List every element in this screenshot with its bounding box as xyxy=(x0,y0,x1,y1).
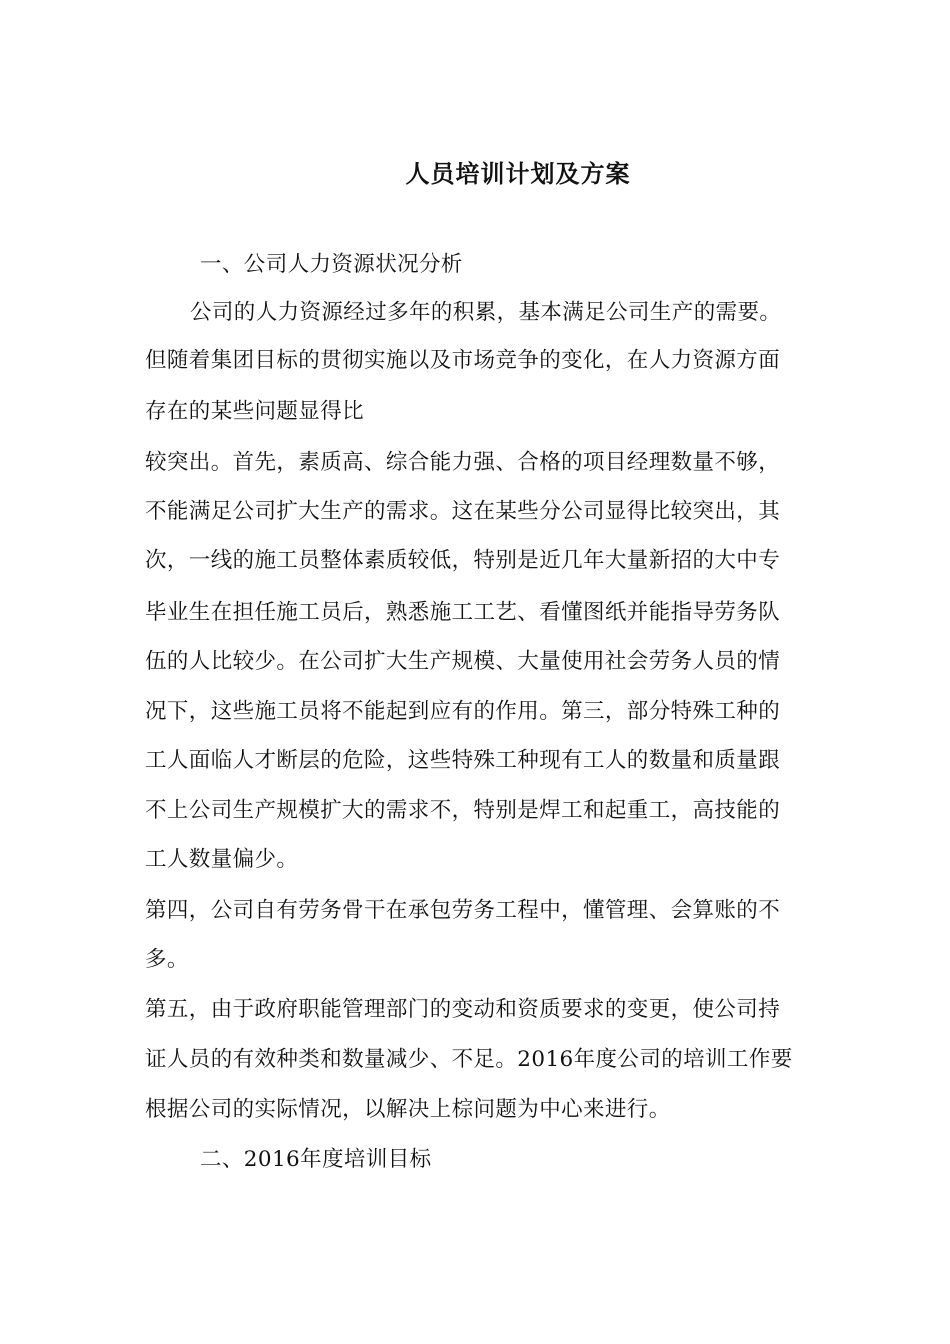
paragraph-line: 根据公司的实际情况，以解决上棕问题为中心来进行。 xyxy=(145,1097,671,1122)
paragraph-line: 公司的人力资源经过多年的积累，基本满足公司生产的需要。 xyxy=(190,300,782,325)
paragraph-line: 多。 xyxy=(145,947,189,972)
paragraph-line: 伍的人比较少。在公司扩大生产规模、大量使用社会劳务人员的情 xyxy=(145,649,781,674)
paragraph-line: 不上公司生产规模扩大的需求不，特别是焊工和起重工，高技能的 xyxy=(145,798,781,823)
paragraph-line: 但随着集团目标的贯彻实施以及市场竞争的变化，在人力资源方面 xyxy=(145,348,781,373)
paragraph-line: 况下，这些施工员将不能起到应有的作用。第三，部分特殊工种的 xyxy=(145,699,781,724)
paragraph-line: 工人数量偏少。 xyxy=(145,847,299,872)
paragraph-line: 较突出。首先，素质高、综合能力强、合格的项目经理数量不够， xyxy=(145,450,781,475)
paragraph-line: 毕业生在担任施工员后，熟悉施工工艺、看懂图纸并能指导劳务队 xyxy=(145,600,781,625)
paragraph-line: 第四，公司自有劳务骨干在承包劳务工程中，懂管理、会算账的不 xyxy=(145,898,781,923)
paragraph-line: 不能满足公司扩大生产的需求。这在某些分公司显得比较突出，其 xyxy=(145,499,781,524)
paragraph-line: 证人员的有效种类和数量减少、不足。2016年度公司的培训工作要 xyxy=(145,1047,793,1072)
section-heading-1: 一、公司人力资源状况分析 xyxy=(200,252,463,277)
document-title: 人员培训计划及方案 xyxy=(405,159,631,188)
section-heading-2: 二、2016年度培训目标 xyxy=(200,1147,432,1172)
paragraph-line: 工人面临人才断层的危险，这些特殊工种现有工人的数量和质量跟 xyxy=(145,748,781,773)
paragraph-line: 存在的某些问题显得比 xyxy=(145,399,365,424)
paragraph-line: 次，一线的施工员整体素质较低，特别是近几年大量新招的大中专 xyxy=(145,548,781,573)
paragraph-line: 第五，由于政府职能管理部门的变动和资质要求的变更，使公司持 xyxy=(145,997,781,1022)
